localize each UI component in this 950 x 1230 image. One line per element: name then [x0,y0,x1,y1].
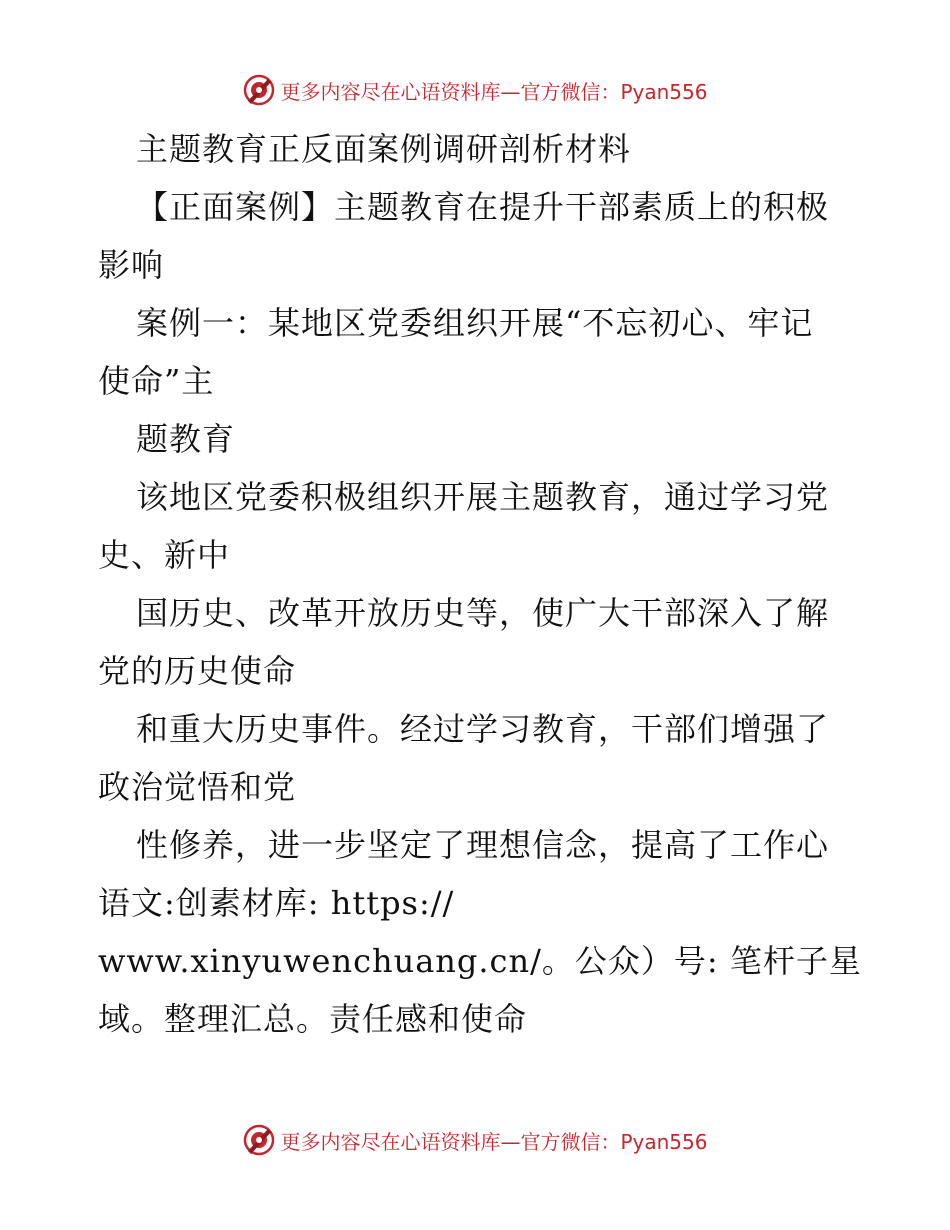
pen-logo-icon [242,1123,276,1157]
pen-logo-icon [242,73,276,107]
paragraph-line: www.xinyuwenchuang.cn/。公众）号: 笔杆子星 [98,942,862,980]
paragraph-line: 政治觉悟和党 [98,768,297,806]
paragraph-line: 语文:创素材库: https:// [98,884,455,922]
section-heading-continued: 影响 [98,246,165,284]
case-heading-continued-2: 题教育 [136,420,236,458]
case-heading: 案例一：某地区党委组织开展“不忘初心、牢记 [136,304,814,342]
footer-watermark [0,1120,950,1160]
case-heading-continued: 使命”主 [98,362,215,400]
paragraph-line: 和重大历史事件。经过学习教育，干部们增强了 [136,710,830,748]
document-title: 主题教育正反面案例调研剖析材料 [136,130,632,168]
section-heading: 【正面案例】主题教育在提升干部素质上的积极 [136,188,830,226]
paragraph-line: 党的历史使命 [98,652,297,690]
paragraph-line: 国历史、改革开放历史等，使广大干部深入了解 [136,594,830,632]
paragraph-line: 史、新中 [98,536,231,574]
document-body [98,120,862,1048]
header-watermark [0,70,950,110]
footer-watermark-text: 更多内容尽在心语资料库—官方微信：Pyan556 [280,1129,708,1154]
paragraph-line: 性修养，进一步坚定了理想信念，提高了工作心 [136,826,830,864]
header-watermark-text: 更多内容尽在心语资料库—官方微信：Pyan556 [280,79,708,104]
paragraph-line: 该地区党委积极组织开展主题教育，通过学习党 [136,478,830,516]
paragraph-line: 域。整理汇总。责任感和使命 [98,1000,528,1038]
